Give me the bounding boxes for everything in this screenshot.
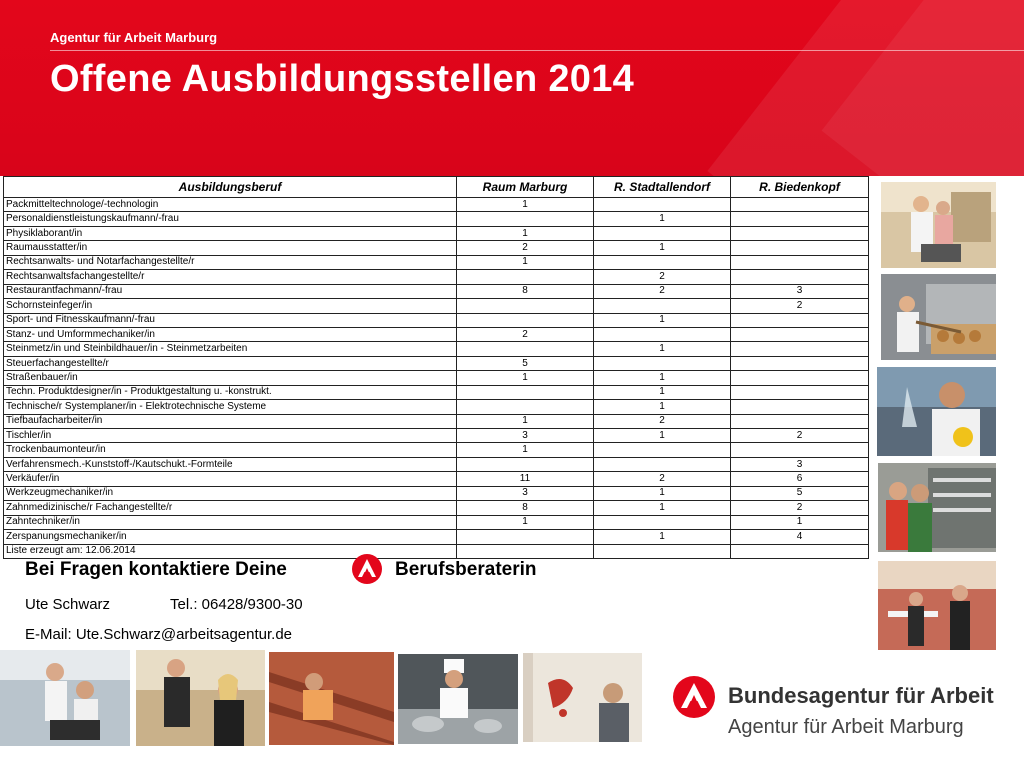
- job-title: Verkäufer/in: [4, 472, 457, 486]
- count-marburg: 8: [457, 501, 594, 515]
- table-row: [4, 342, 869, 356]
- count-biedenkopf: [731, 443, 869, 457]
- table-row: [4, 385, 869, 399]
- contact-phone: Tel.: 06428/9300-30: [170, 596, 303, 613]
- contact-email[interactable]: E-Mail: Ute.Schwarz@arbeitsagentur.de: [25, 626, 293, 643]
- count-biedenkopf: [731, 414, 869, 428]
- contact-heading: [25, 559, 537, 581]
- count-marburg: 3: [457, 486, 594, 500]
- empty-cell: [731, 544, 869, 558]
- count-biedenkopf: 4: [731, 530, 869, 544]
- table-row: [4, 515, 869, 529]
- count-biedenkopf: 6: [731, 472, 869, 486]
- count-marburg: 2: [457, 327, 594, 341]
- count-marburg: 1: [457, 371, 594, 385]
- count-biedenkopf: [731, 356, 869, 370]
- page-title: Offene Ausbildungsstellen 2014: [50, 58, 635, 100]
- job-title: Technische/r Systemplaner/in - Elektrotechnische Systeme: [4, 400, 457, 414]
- count-stadtallendorf: 1: [594, 313, 731, 327]
- count-stadtallendorf: 1: [594, 385, 731, 399]
- photo-office: [0, 650, 130, 746]
- empty-cell: [594, 544, 731, 558]
- count-marburg: 11: [457, 472, 594, 486]
- agency-name: Agentur für Arbeit Marburg: [50, 30, 218, 45]
- photo-business: [136, 650, 265, 746]
- count-marburg: 3: [457, 429, 594, 443]
- table-row: [4, 284, 869, 298]
- count-biedenkopf: 2: [731, 501, 869, 515]
- job-title: Tiefbaufacharbeiter/in: [4, 414, 457, 428]
- count-marburg: 1: [457, 443, 594, 457]
- job-title: Rechtsanwalts- und Notarfachangestellte/r: [4, 255, 457, 269]
- photo-restaurant: [878, 561, 996, 650]
- count-biedenkopf: [731, 198, 869, 212]
- header-banner: [0, 0, 1024, 176]
- count-stadtallendorf: 1: [594, 486, 731, 500]
- photo-painter: [523, 653, 642, 742]
- count-biedenkopf: [731, 226, 869, 240]
- column-header: Ausbildungsberuf: [4, 177, 457, 198]
- count-marburg: [457, 385, 594, 399]
- count-marburg: 8: [457, 284, 594, 298]
- count-marburg: [457, 400, 594, 414]
- photo-chef: [398, 654, 518, 744]
- count-marburg: [457, 270, 594, 284]
- photo-care-worker: [881, 182, 996, 268]
- count-biedenkopf: [731, 313, 869, 327]
- count-stadtallendorf: 2: [594, 414, 731, 428]
- bundesagentur-logo-icon: [672, 675, 716, 719]
- job-title: Stanz- und Umformmechaniker/in: [4, 327, 457, 341]
- count-marburg: [457, 342, 594, 356]
- job-title: Restaurantfachmann/-frau: [4, 284, 457, 298]
- table-row: [4, 443, 869, 457]
- table-row: [4, 270, 869, 284]
- count-marburg: 1: [457, 255, 594, 269]
- job-title: Personaldienstleistungskaufmann/-frau: [4, 212, 457, 226]
- table-row: [4, 486, 869, 500]
- ba-logo-icon: [351, 553, 383, 585]
- count-biedenkopf: [731, 327, 869, 341]
- apprenticeship-table: [3, 176, 869, 559]
- count-biedenkopf: 2: [731, 429, 869, 443]
- count-stadtallendorf: [594, 457, 731, 471]
- contact-name: Ute Schwarz: [25, 596, 111, 613]
- photo-roofer: [269, 652, 394, 745]
- count-marburg: 1: [457, 226, 594, 240]
- job-title: Steinmetz/in und Steinbildhauer/in - Steinmetzarbeiten: [4, 342, 457, 356]
- count-stadtallendorf: [594, 356, 731, 370]
- table-row: [4, 212, 869, 226]
- photo-baker: [881, 274, 996, 360]
- count-marburg: 1: [457, 515, 594, 529]
- count-stadtallendorf: 1: [594, 429, 731, 443]
- count-biedenkopf: 3: [731, 457, 869, 471]
- count-stadtallendorf: 1: [594, 342, 731, 356]
- job-title: Zerspanungsmechaniker/in: [4, 530, 457, 544]
- brand-subtitle: Agentur für Arbeit Marburg: [728, 716, 964, 738]
- column-header: R. Biedenkopf: [731, 177, 869, 198]
- table-header-row: [4, 177, 869, 198]
- job-title: Steuerfachangestellte/r: [4, 356, 457, 370]
- count-stadtallendorf: [594, 327, 731, 341]
- count-stadtallendorf: 1: [594, 530, 731, 544]
- table-row: [4, 299, 869, 313]
- job-title: Trockenbaumonteur/in: [4, 443, 457, 457]
- table-row: [4, 356, 869, 370]
- job-title: Schornsteinfeger/in: [4, 299, 457, 313]
- count-marburg: [457, 313, 594, 327]
- count-biedenkopf: [731, 212, 869, 226]
- count-stadtallendorf: [594, 198, 731, 212]
- count-stadtallendorf: [594, 299, 731, 313]
- job-title: Zahnmedizinische/r Fachangestellte/r: [4, 501, 457, 515]
- count-stadtallendorf: [594, 255, 731, 269]
- table-row: [4, 198, 869, 212]
- table-row: [4, 501, 869, 515]
- banner-divider: [50, 50, 1024, 51]
- count-marburg: 5: [457, 356, 594, 370]
- count-biedenkopf: [731, 400, 869, 414]
- count-stadtallendorf: [594, 443, 731, 457]
- job-title: Straßenbauer/in: [4, 371, 457, 385]
- job-title: Verfahrensmech.-Kunststoff-/Kautschukt.-Formteile: [4, 457, 457, 471]
- job-title: Raumausstatter/in: [4, 241, 457, 255]
- count-marburg: [457, 457, 594, 471]
- job-title: Sport- und Fitnesskaufmann/-frau: [4, 313, 457, 327]
- count-biedenkopf: [731, 255, 869, 269]
- count-stadtallendorf: [594, 515, 731, 529]
- table-row: [4, 530, 869, 544]
- count-biedenkopf: 1: [731, 515, 869, 529]
- table-row: [4, 457, 869, 471]
- contact-heading-text: Bei Fragen kontaktiere Deine: [25, 559, 287, 580]
- count-stadtallendorf: 1: [594, 371, 731, 385]
- count-biedenkopf: 5: [731, 486, 869, 500]
- column-header: Raum Marburg: [457, 177, 594, 198]
- count-biedenkopf: [731, 241, 869, 255]
- table-row: [4, 371, 869, 385]
- count-stadtallendorf: [594, 226, 731, 240]
- table-row: [4, 472, 869, 486]
- job-title: Zahntechniker/in: [4, 515, 457, 529]
- table-row: [4, 429, 869, 443]
- table-row: [4, 327, 869, 341]
- count-stadtallendorf: 1: [594, 212, 731, 226]
- photo-lab-worker: [877, 367, 996, 456]
- table-row: [4, 414, 869, 428]
- count-stadtallendorf: 1: [594, 400, 731, 414]
- count-marburg: [457, 212, 594, 226]
- count-biedenkopf: [731, 371, 869, 385]
- count-biedenkopf: [731, 342, 869, 356]
- count-stadtallendorf: 2: [594, 472, 731, 486]
- count-biedenkopf: [731, 385, 869, 399]
- count-stadtallendorf: 2: [594, 284, 731, 298]
- count-marburg: 1: [457, 198, 594, 212]
- job-title: Packmitteltechnologe/-technologin: [4, 198, 457, 212]
- count-biedenkopf: 3: [731, 284, 869, 298]
- list-created-date: Liste erzeugt am: 12.06.2014: [4, 544, 457, 558]
- job-title: Techn. Produktdesigner/in - Produktgestaltung u. -konstrukt.: [4, 385, 457, 399]
- job-title: Rechtsanwaltsfachangestellte/r: [4, 270, 457, 284]
- table-footer-row: [4, 544, 869, 558]
- brand-name: Bundesagentur für Arbeit: [728, 683, 994, 708]
- contact-heading-role: Berufsberaterin: [395, 559, 537, 580]
- table-row: [4, 226, 869, 240]
- empty-cell: [457, 544, 594, 558]
- table-row: [4, 400, 869, 414]
- count-stadtallendorf: 2: [594, 270, 731, 284]
- count-marburg: [457, 530, 594, 544]
- job-title: Physiklaborant/in: [4, 226, 457, 240]
- table-row: [4, 241, 869, 255]
- table-row: [4, 255, 869, 269]
- count-marburg: 2: [457, 241, 594, 255]
- count-marburg: 1: [457, 414, 594, 428]
- job-title: Werkzeugmechaniker/in: [4, 486, 457, 500]
- job-title: Tischler/in: [4, 429, 457, 443]
- count-marburg: [457, 299, 594, 313]
- count-biedenkopf: [731, 270, 869, 284]
- count-stadtallendorf: 1: [594, 501, 731, 515]
- count-biedenkopf: 2: [731, 299, 869, 313]
- table-row: [4, 313, 869, 327]
- column-header: R. Stadtallendorf: [594, 177, 731, 198]
- photo-electrician: [878, 463, 996, 552]
- count-stadtallendorf: 1: [594, 241, 731, 255]
